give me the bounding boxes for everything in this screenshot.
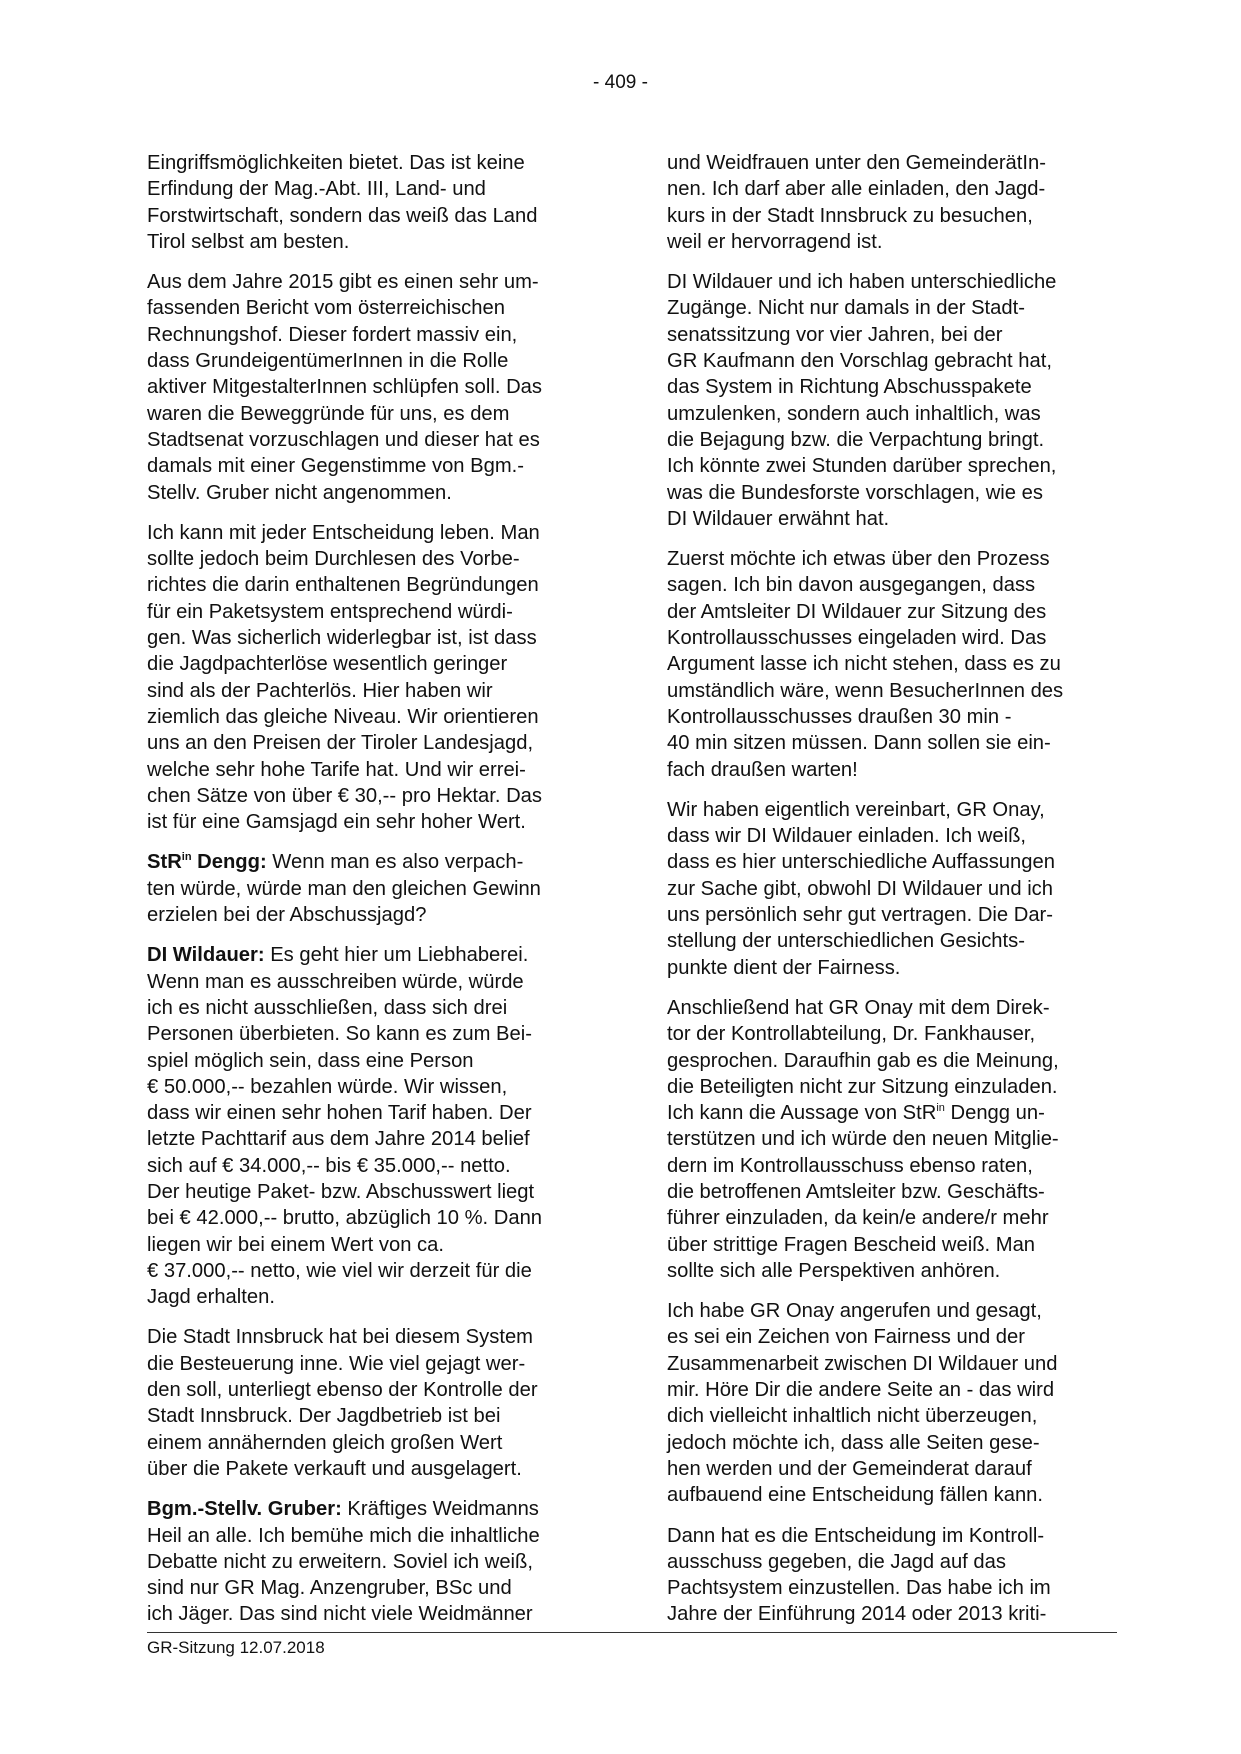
paragraph: [667, 995, 1127, 1284]
speaker-title: StR: [147, 851, 182, 874]
speech-text: Es geht hier um Liebhaberei. Wenn man es ausschreiben würde, würde ich es nicht ausschließen, dass sich drei Personen überbieten. So kann es zum Bei- spiel möglich sein, dass eine Person € 50.000,-- bezahlen würde. Wir wissen, dass wir einen sehr hohen Tarif haben. Der letzte Pachttarif aus dem Jahre 2014 belief sich auf € 34.000,-- bis € 35.000,-- netto. Der heutige Paket- bzw. Abschusswert liegt bei € 42.000,-- brutto, abzüglich 10 %. Dann liegen wir bei einem Wert von ca. € 37.000,-- netto, wie viel wir derzeit für die Jagd erhalten.: [147, 944, 543, 1309]
paragraph: Zuerst möchte ich etwas über den Prozess sagen. Ich bin davon ausgegangen, dass der Amtsleiter DI Wildauer zur Sitzung des Kontrollausschusses eingeladen wird. Das Argument lasse ich nicht stehen, dass es zu umständlich wäre, wenn BesucherInnen des Kontrollausschusses draußen 30 min - 40 min sitzen müssen. Dann sollen sie ein- fach draußen warten!: [667, 548, 1064, 781]
paragraph: [147, 1496, 607, 1627]
paragraph: Wir haben eigentlich vereinbart, GR Onay, dass wir DI Wildauer einladen. Ich weiß, dass es hier unterschiedliche Auffassungen zur Sache gibt, obwohl DI Wildauer und ich uns persönlich sehr gut vertragen. Die Dar- stellung der unterschiedlichen Gesichts- punkte dient der Fairness.: [667, 798, 1055, 979]
speaker-name: Bgm.-Stellv. Gruber:: [147, 1498, 342, 1521]
paragraph: Eingriffsmöglichkeiten bietet. Das ist keine Erfindung der Mag.-Abt. III, Land- und Forstwirtschaft, sondern das weiß das Land Tirol selbst am besten.: [147, 152, 538, 253]
right-column: [667, 150, 1127, 1642]
footer-session-date: GR-Sitzung 12.07.2018: [147, 1638, 325, 1657]
paragraph: [147, 942, 607, 1310]
footer-divider: [147, 1632, 1117, 1633]
title-superscript: in: [936, 1102, 945, 1115]
paragraph: [147, 849, 607, 928]
speaker-surname: Dengg:: [191, 851, 267, 874]
speaker-name: DI Wildauer:: [147, 944, 265, 967]
paragraph: Aus dem Jahre 2015 gibt es einen sehr um- fassenden Bericht vom österreichischen Rechnungshof. Dieser fordert massiv ein, dass GrundeigentümerInnen in die Rolle aktiver MitgestalterInnen schlüpfen soll. Das waren die Beweggründe für uns, es dem Stadtsenat vorzuschlagen und dieser hat es damals mit einer Gegenstimme von Bgm.- Stellv. Gruber nicht angenommen.: [147, 271, 542, 504]
speech-text: Anschließend hat GR Onay mit dem Direk- tor der Kontrollabteilung, Dr. Fankhauser, gesprochen. Daraufhin gab es die Meinung, die Beteiligten nicht zur Sitzung einzuladen. Ich kann die Aussage von StR: [667, 996, 1059, 1125]
paragraph: DI Wildauer und ich haben unterschiedliche Zugänge. Nicht nur damals in der Stadt- senatssitzung vor vier Jahren, bei der GR Kaufmann den Vorschlag gebracht hat, das System in Richtung Abschusspakete umzulenken, sondern auch inhaltlich, was die Bejagung bzw. die Verpachtung bringt. Ich könnte zwei Stunden darüber sprechen, was die Bundesforste vorschlagen, wie es DI Wildauer erwähnt hat.: [667, 271, 1057, 530]
left-column: [147, 150, 607, 1642]
speaker-name: [147, 851, 267, 873]
page-number: - 409 -: [593, 72, 648, 93]
speaker-title-superscript: in: [181, 851, 192, 864]
speech-text: Wenn man es also verpach- ten würde, würde man den gleichen Gewinn erzielen bei der Abschussjagd?: [147, 851, 541, 927]
paragraph: Dann hat es die Entscheidung im Kontroll- ausschuss gegeben, die Jagd auf das Pachtsystem einzustellen. Das habe ich im Jahre der Einführung 2014 oder 2013 kriti-: [667, 1524, 1051, 1626]
speech-text: Dengg un- terstützen und ich würde den neuen Mitglie- dern im Kontrollausschuss ebenso raten, die betroffenen Amtsleiter bzw. Geschäfts- führer einzuladen, da kein/e andere/r mehr über strittige Fragen Bescheid weiß. Man sollte sich alle Perspektiven anhören.: [667, 1102, 1059, 1282]
paragraph: Die Stadt Innsbruck hat bei diesem System die Besteuerung inne. Wie viel gejagt wer- den soll, unterliegt ebenso der Kontrolle der Stadt Innsbruck. Der Jagdbetrieb ist bei einem annähernden gleich großen Wert über die Pakete verkauft und ausgelagert.: [147, 1326, 538, 1480]
paragraph: Ich kann mit jeder Entscheidung leben. Man sollte jedoch beim Durchlesen des Vorbe- richtes die darin enthaltenen Begründungen für ein Paketsystem entsprechend würdi- gen. Was sicherlich widerlegbar ist, ist dass die Jagdpachterlöse wesentlich geringer sind als der Pachterlös. Hier haben wir ziemlich das gleiche Niveau. Wir orientieren uns an den Preisen der Tiroler Landesjagd, welche sehr hohe Tarife hat. Und wir errei- chen Sätze von über € 30,-- pro Hektar. Das ist für eine Gamsjagd ein sehr hoher Wert.: [147, 521, 542, 834]
paragraph: und Weidfrauen unter den GemeinderätIn- nen. Ich darf aber alle einladen, den Jagd- kurs in der Stadt Innsbruck zu besuchen, weil er hervorragend ist.: [667, 152, 1046, 253]
speech-text: Kräftiges Weidmanns Heil an alle. Ich bemühe mich die inhaltliche Debatte nicht zu erweitern. Soviel ich weiß, sind nur GR Mag. Anzengruber, BSc und ich Jäger. Das sind nicht viele Weidmänner: [147, 1498, 540, 1626]
paragraph: Ich habe GR Onay angerufen und gesagt, es sei ein Zeichen von Fairness und der Zusammenarbeit zwischen DI Wildauer und mir. Höre Dir die andere Seite an - das wird dich vielleicht inhaltlich nicht überzeugen, jedoch möchte ich, dass alle Seiten gese- hen werden und der Gemeinderat darauf aufbauend eine Entscheidung fällen kann.: [667, 1300, 1058, 1507]
